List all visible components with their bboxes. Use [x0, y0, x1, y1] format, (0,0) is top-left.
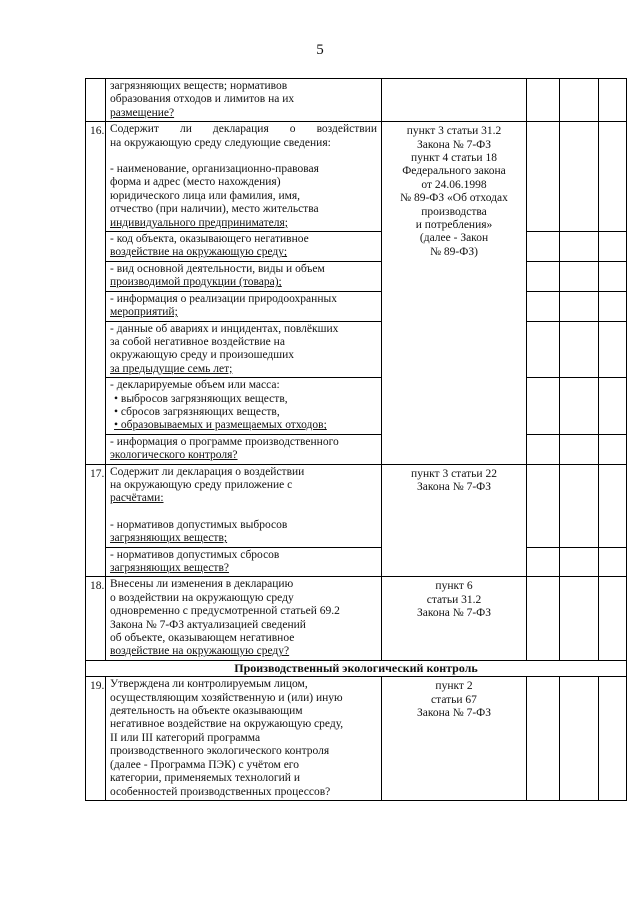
answer-no-cell[interactable]	[560, 378, 599, 435]
question-cell: Внесены ли изменения в декларацию о воздействии на окружающую среду одновременно с предусмотренной статьей 69.2 Закона № 7-ФЗ актуализацией сведений об объекте, оказывающем негативное воздействие на окружающую среду?	[106, 577, 382, 660]
answer-no-cell[interactable]	[560, 434, 599, 464]
question-cell: - данные об авариях и инцидентах, повлёкших за собой негативное воздействие на окружающую среду и произошедших за предыдущие семь лет;	[106, 321, 382, 378]
answer-na-cell[interactable]	[599, 677, 627, 801]
table-row	[86, 577, 627, 660]
table-row	[86, 434, 627, 464]
reference-cell: пункт 3 статьи 31.2 Закона № 7-ФЗ пункт 4 статьи 18 Федерального закона от 24.06.1998 № 89-ФЗ «Об отходах производства и потребления» (далее - Закон № 89-ФЗ)	[382, 122, 527, 464]
answer-no-cell[interactable]	[560, 547, 599, 577]
question-cell: - вид основной деятельности, виды и объем производимой продукции (товара);	[106, 261, 382, 291]
table-row	[86, 677, 627, 801]
question-cell: - декларируемые объем или масса: • выбросов загрязняющих веществ, • сбросов загрязняющих веществ, • образовываемых и размещаемых отходов;	[106, 378, 382, 435]
reference-cell: пункт 2 статьи 67 Закона № 7-ФЗ	[382, 677, 527, 801]
table-row	[86, 122, 627, 232]
answer-na-cell[interactable]	[599, 261, 627, 291]
answer-no-cell[interactable]	[560, 232, 599, 262]
answer-no-cell[interactable]	[560, 79, 599, 122]
reference-cell: пункт 6 статьи 31.2 Закона № 7-ФЗ	[382, 577, 527, 660]
answer-yes-cell[interactable]	[527, 577, 560, 660]
table-row	[86, 547, 627, 577]
table-row	[86, 464, 627, 547]
row-number-cell	[86, 79, 106, 122]
reference-cell	[382, 79, 527, 122]
row-number-cell: 19.	[86, 677, 106, 801]
answer-yes-cell[interactable]	[527, 261, 560, 291]
answer-yes-cell[interactable]	[527, 378, 560, 435]
answer-yes-cell[interactable]	[527, 434, 560, 464]
answer-yes-cell[interactable]	[527, 291, 560, 321]
page-number: 5	[316, 42, 324, 58]
row-number-cell: 16.	[86, 122, 106, 464]
section-row	[86, 660, 627, 676]
question-cell: - нормативов допустимых сбросов загрязняющих веществ?	[106, 547, 382, 577]
answer-na-cell[interactable]	[599, 378, 627, 435]
question-cell: - информация о реализации природоохранных мероприятий;	[106, 291, 382, 321]
answer-na-cell[interactable]	[599, 434, 627, 464]
checklist-table	[85, 78, 627, 801]
answer-na-cell[interactable]	[599, 321, 627, 378]
question-cell: - код объекта, оказывающего негативное воздействие на окружающую среду;	[106, 232, 382, 262]
answer-yes-cell[interactable]	[527, 547, 560, 577]
answer-na-cell[interactable]	[599, 79, 627, 122]
row-number-cell: 17.	[86, 464, 106, 577]
table-row	[86, 321, 627, 378]
question-cell: Содержит ли декларация о воздействии на окружающую среду следующие сведения: - наименование, организационно-правовая форма и адрес (место нахождения) юридического лица или фамилия, имя, отчество (при наличии), место жительства индивидуального предпринимателя;	[106, 122, 382, 232]
table-row	[86, 79, 627, 122]
question-cell: загрязняющих веществ; нормативов образования отходов и лимитов на их размещение?	[106, 79, 382, 122]
answer-na-cell[interactable]	[599, 547, 627, 577]
question-cell: Утверждена ли контролируемым лицом, осуществляющим хозяйственную и (или) иную деятельность на объекте оказывающим негативное воздействие на окружающую среду, II или III категорий программа производственного экологического контроля (далее - Программа ПЭК) с учётом его категории, применяемых технологий и особенностей производственных процессов?	[106, 677, 382, 801]
table-row	[86, 291, 627, 321]
answer-yes-cell[interactable]	[527, 321, 560, 378]
table-row	[86, 261, 627, 291]
answer-no-cell[interactable]	[560, 677, 599, 801]
answer-no-cell[interactable]	[560, 321, 599, 378]
question-cell: Содержит ли декларация о воздействии на окружающую среду приложение с расчётами: - нормативов допустимых выбросов загрязняющих веществ;	[106, 464, 382, 547]
reference-cell: пункт 3 статьи 22 Закона № 7-ФЗ	[382, 464, 527, 577]
question-cell: - информация о программе производственного экологического контроля?	[106, 434, 382, 464]
table-row	[86, 378, 627, 435]
answer-yes-cell[interactable]	[527, 232, 560, 262]
answer-no-cell[interactable]	[560, 122, 599, 232]
answer-na-cell[interactable]	[599, 291, 627, 321]
answer-na-cell[interactable]	[599, 122, 627, 232]
answer-yes-cell[interactable]	[527, 677, 560, 801]
answer-no-cell[interactable]	[560, 291, 599, 321]
answer-yes-cell[interactable]	[527, 464, 560, 547]
answer-yes-cell[interactable]	[527, 122, 560, 232]
answer-na-cell[interactable]	[599, 232, 627, 262]
table-row	[86, 232, 627, 262]
answer-no-cell[interactable]	[560, 261, 599, 291]
section-title: Производственный экологический контроль	[86, 660, 627, 676]
answer-yes-cell[interactable]	[527, 79, 560, 122]
answer-na-cell[interactable]	[599, 464, 627, 547]
row-number-cell: 18.	[86, 577, 106, 660]
answer-no-cell[interactable]	[560, 464, 599, 547]
answer-na-cell[interactable]	[599, 577, 627, 660]
answer-no-cell[interactable]	[560, 577, 599, 660]
